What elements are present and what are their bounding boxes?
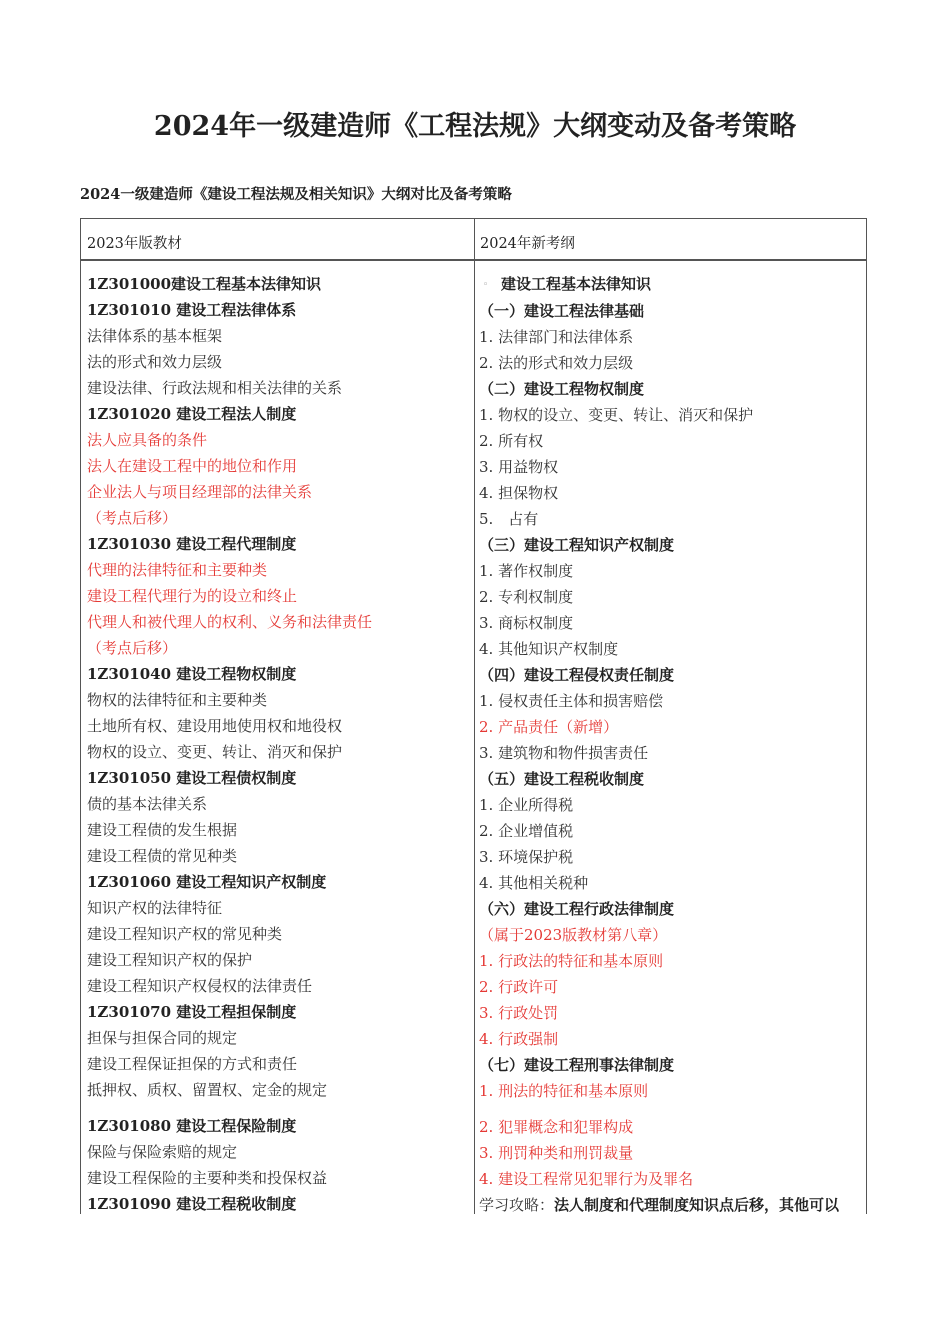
- column-2023-textbook: [87, 271, 467, 1217]
- page-subtitle: 2024一级建造师《建设工程法规及相关知识》大纲对比及备考策略: [80, 186, 512, 203]
- syllabus-comparison-table: [80, 218, 867, 1214]
- textbook-2023-item: 建设工程债的发生根据: [87, 821, 238, 839]
- header-2024-syllabus: 2024年新考纲: [480, 236, 575, 252]
- syllabus-2024-item: （七）建设工程刑事法律制度: [479, 1056, 675, 1074]
- textbook-2023-item: 法人在建设工程中的地位和作用: [87, 457, 298, 475]
- textbook-2023-item: 物权的法律特征和主要种类: [87, 691, 268, 709]
- textbook-2023-item: 抵押权、质权、留置权、定金的规定: [87, 1081, 328, 1099]
- syllabus-2024-item: 1. 刑法的特征和基本原则: [479, 1082, 649, 1100]
- syllabus-2024-item: 2. 企业增值税: [479, 822, 574, 840]
- textbook-2023-item: 1Z301020 建设工程法人制度: [87, 405, 297, 423]
- syllabus-2024-item: 1. 侵权责任主体和损害赔偿: [479, 692, 664, 710]
- textbook-2023-item: 1Z301010 建设工程法律体系: [87, 301, 297, 319]
- study-strategy: [479, 1192, 861, 1218]
- syllabus-2024-item: （三）建设工程知识产权制度: [479, 536, 675, 554]
- syllabus-2024-item: 2. 产品责任（新增）: [479, 718, 619, 736]
- column-2024-syllabus: [479, 271, 861, 1218]
- syllabus-2024-item: 4. 其他相关税种: [479, 874, 589, 892]
- textbook-2023-item: 建设工程知识产权侵权的法律责任: [87, 977, 313, 995]
- study-strategy-text: 法人制度和代理制度知识点后移，其他可以: [554, 1196, 840, 1214]
- syllabus-2024-item: 2. 所有权: [479, 432, 544, 450]
- syllabus-2024-item: 4. 行政强制: [479, 1030, 559, 1048]
- syllabus-2024-item: 1. 物权的设立、变更、转让、消灭和保护: [479, 406, 754, 424]
- syllabus-2024-item: （四）建设工程侵权责任制度: [479, 666, 675, 684]
- textbook-2023-item: 债的基本法律关系: [87, 795, 208, 813]
- syllabus-2024-item: 4. 担保物权: [479, 484, 559, 502]
- syllabus-2024-item: 3. 行政处罚: [479, 1004, 559, 1022]
- syllabus-2024-item: 1. 企业所得税: [479, 796, 574, 814]
- textbook-2023-item: 企业法人与项目经理部的法律关系: [87, 483, 313, 501]
- syllabus-2024-item-text: （六）建设工程行政法律制度: [479, 900, 675, 918]
- textbook-2023-item: 保险与保险索赔的规定: [87, 1143, 238, 1161]
- syllabus-2024-item: 1. 行政法的特征和基本原则: [479, 952, 664, 970]
- textbook-2023-item: 1Z301070 建设工程担保制度: [87, 1003, 297, 1021]
- chapter-note: （属于2023版教材第八章）: [479, 926, 668, 944]
- textbook-2023-item: 1Z301080 建设工程保险制度: [87, 1117, 297, 1135]
- textbook-2023-item: 法律体系的基本框架: [87, 327, 223, 345]
- textbook-2023-item: 建设工程知识产权的常见种类: [87, 925, 283, 943]
- textbook-2023-item: 物权的设立、变更、转让、消灭和保护: [87, 743, 343, 761]
- header-2023-textbook: 2023年版教材: [87, 236, 182, 252]
- syllabus-2024-item-text: 建设工程基本法律知识: [501, 275, 652, 293]
- textbook-2023-item: （考点后移）: [87, 509, 178, 527]
- textbook-2023-item: 建设工程代理行为的设立和终止: [87, 587, 298, 605]
- syllabus-2024-item: （五）建设工程税收制度: [479, 770, 645, 788]
- page-title: 2024年一级建造师《工程法规》大纲变动及备考策略: [153, 111, 797, 142]
- textbook-2023-item: 代理的法律特征和主要种类: [87, 561, 268, 579]
- textbook-2023-item: 建设工程知识产权的保护: [87, 951, 253, 969]
- syllabus-2024-item: （一）建设工程法律基础: [479, 302, 645, 320]
- syllabus-2024-item: 3. 环境保护税: [479, 848, 574, 866]
- syllabus-2024-item: 1. 著作权制度: [479, 562, 574, 580]
- syllabus-2024-item: 3. 建筑物和物件损害责任: [479, 744, 649, 762]
- textbook-2023-item: 法的形式和效力层级: [87, 353, 223, 371]
- syllabus-2024-item: 1. 法律部门和法律体系: [479, 328, 634, 346]
- textbook-2023-item: 知识产权的法律特征: [87, 899, 223, 917]
- syllabus-2024-item: [479, 271, 861, 298]
- textbook-2023-item: 担保与担保合同的规定: [87, 1029, 238, 1047]
- syllabus-2024-item: 3. 用益物权: [479, 458, 559, 476]
- bullet-icon: ◦: [483, 280, 489, 290]
- textbook-2023-item: 建设工程债的常见种类: [87, 847, 238, 865]
- syllabus-2024-item: 4. 建设工程常见犯罪行为及罪名: [479, 1170, 694, 1188]
- textbook-2023-item: 1Z301030 建设工程代理制度: [87, 535, 297, 553]
- spacer: [479, 1104, 861, 1114]
- syllabus-2024-item: 2. 犯罪概念和犯罪构成: [479, 1118, 634, 1136]
- textbook-2023-item: 1Z301050 建设工程债权制度: [87, 769, 297, 787]
- syllabus-2024-item: 2. 法的形式和效力层级: [479, 354, 634, 372]
- textbook-2023-item: 1Z301060 建设工程知识产权制度: [87, 873, 327, 891]
- syllabus-2024-item: 4. 其他知识产权制度: [479, 640, 619, 658]
- syllabus-2024-item: （二）建设工程物权制度: [479, 380, 645, 398]
- textbook-2023-item: （考点后移）: [87, 639, 178, 657]
- textbook-2023-item: 代理人和被代理人的权利、义务和法律责任: [87, 613, 373, 631]
- study-strategy-label: 学习攻略：: [479, 1196, 555, 1214]
- syllabus-2024-item: 3. 刑罚种类和刑罚裁量: [479, 1144, 634, 1162]
- syllabus-2024-item: 3. 商标权制度: [479, 614, 574, 632]
- textbook-2023-item: 土地所有权、建设用地使用权和地役权: [87, 717, 343, 735]
- syllabus-2024-item: 2. 专利权制度: [479, 588, 574, 606]
- textbook-2023-item: 建设法律、行政法规和相关法律的关系: [87, 379, 343, 397]
- textbook-2023-item: 法人应具备的条件: [87, 431, 208, 449]
- textbook-2023-item: 1Z301000建设工程基本法律知识: [87, 275, 322, 293]
- syllabus-2024-item: [479, 896, 861, 948]
- syllabus-2024-item: 5. 占有: [479, 510, 539, 528]
- syllabus-2024-item: 2. 行政许可: [479, 978, 559, 996]
- textbook-2023-item: 建设工程保险的主要种类和投保权益: [87, 1169, 328, 1187]
- textbook-2023-item: 建设工程保证担保的方式和责任: [87, 1055, 298, 1073]
- spacer: [87, 1103, 467, 1113]
- column-divider: [474, 219, 475, 1214]
- textbook-2023-item: 1Z301090 建设工程税收制度: [87, 1195, 297, 1213]
- textbook-2023-item: 1Z301040 建设工程物权制度: [87, 665, 297, 683]
